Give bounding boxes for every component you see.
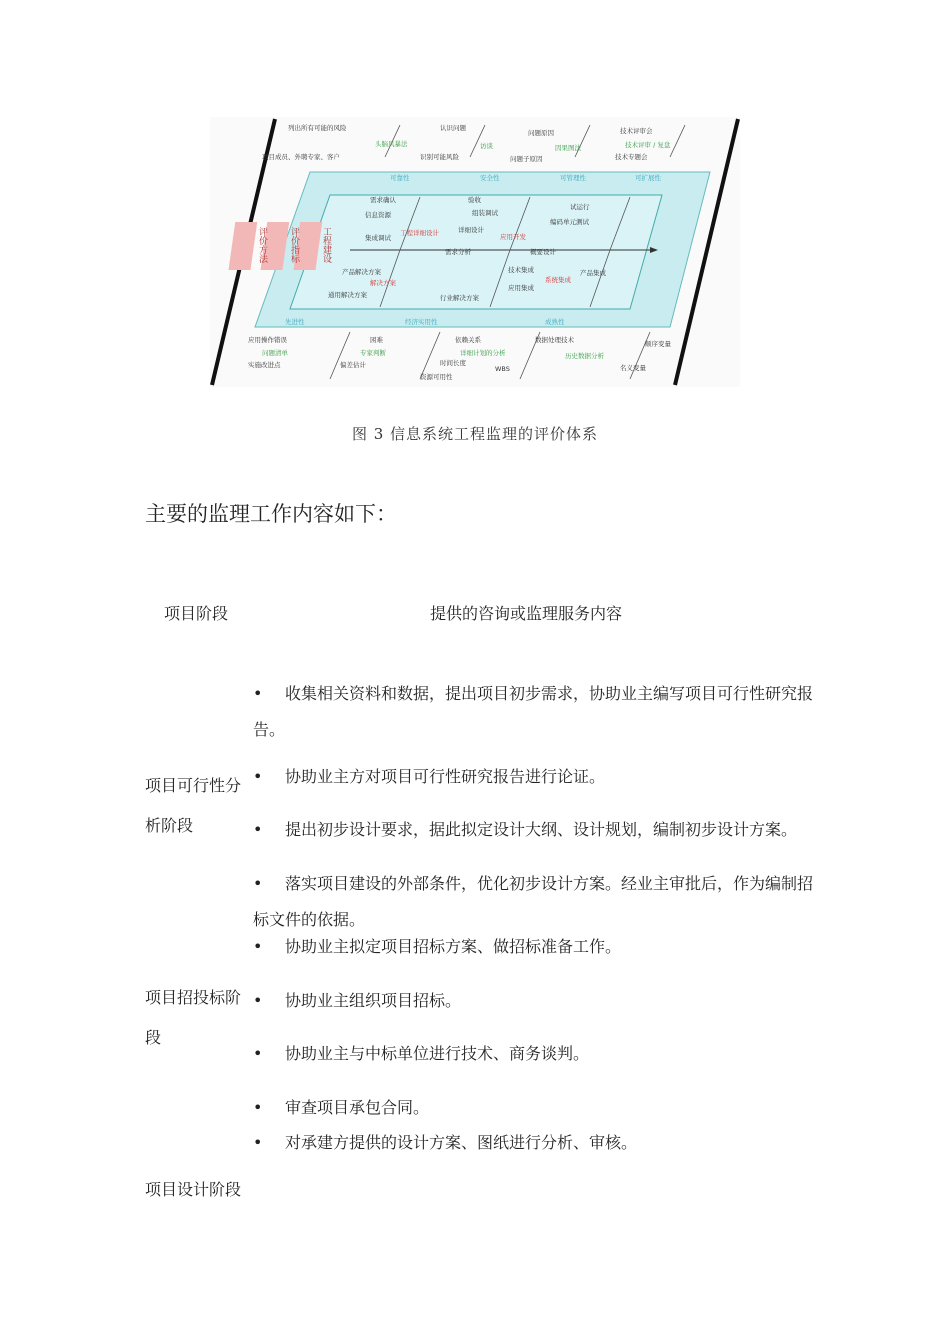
figure-label: 需求确认 xyxy=(370,196,396,204)
figure-label: 技术评审会 xyxy=(620,127,653,135)
figure-label: 详细设计 xyxy=(458,226,484,234)
figure-label: 产品集成 xyxy=(580,269,606,277)
figure-label: 应用开发 xyxy=(500,233,526,241)
figure-label: 经济实用性 xyxy=(405,318,438,326)
figure-label: 项目成员、外聘专家、客户 xyxy=(262,153,340,161)
list-item: • 协助业主拟定项目招标方案、做招标准备工作。 xyxy=(253,929,813,965)
figure-label: 实施改进点 xyxy=(248,361,281,369)
figure-label: 集成调试 xyxy=(365,234,391,242)
figure-label: 名义变量 xyxy=(620,364,646,372)
figure-label: 详细计划的分析 xyxy=(460,349,506,357)
list-item: • 协助业主方对项目可行性研究报告进行论证。 xyxy=(253,759,813,795)
bullet: • xyxy=(253,1044,263,1063)
list-item: • 审查项目承包合同。 xyxy=(253,1090,813,1126)
bullet: • xyxy=(253,991,263,1010)
stage-feasibility: 项目可行性分析阶段 xyxy=(145,776,242,835)
figure-label: 数据处理技术 xyxy=(535,336,574,344)
figure-label: 行业解决方案 xyxy=(440,294,479,302)
evaluation-system-figure xyxy=(210,117,740,387)
figure-label: 应用操作错误 xyxy=(248,336,287,344)
figure-label: 因果图法 xyxy=(555,144,581,152)
figure-label: 偏差估计 xyxy=(340,361,366,369)
list-item: • 协助业主组织项目招标。 xyxy=(253,983,813,1019)
section-intro: 主要的监理工作内容如下： xyxy=(145,502,397,526)
figure-label: 成熟性 xyxy=(545,318,565,326)
figure-label: 困难 xyxy=(370,336,383,344)
list-item: • 对承建方提供的设计方案、图纸进行分析、审核。 xyxy=(253,1125,813,1161)
figure-label: 专家判断 xyxy=(360,349,386,357)
col-header-stage: 项目阶段 xyxy=(164,604,229,623)
figure-label: 时间长度 xyxy=(440,359,466,367)
figure-label: 信息资源 xyxy=(365,211,391,219)
figure-label: 列出所有可能的风险 xyxy=(288,124,347,132)
figure-label: 资源可用性 xyxy=(420,373,453,381)
figure-label: 解决方案 xyxy=(370,279,396,287)
stage-design: 项目设计阶段 xyxy=(145,1180,242,1199)
figure-label: 问题子原因 xyxy=(510,155,543,163)
figure-label: 系统集成 xyxy=(545,276,571,284)
figure-label: 组装调试 xyxy=(472,209,498,217)
figure-label: 技术评审 / 复盘 xyxy=(625,141,671,149)
figure-label: 访谈 xyxy=(480,142,493,150)
list-item: • 提出初步设计要求，据此拟定设计大纲、设计规划，编制初步设计方案。 xyxy=(253,812,813,848)
bullet: • xyxy=(253,937,263,956)
figure-label: 可靠性 xyxy=(390,174,410,182)
bullet: • xyxy=(253,874,263,893)
figure-label: 先进性 xyxy=(285,318,305,326)
figure-label: WBS xyxy=(495,365,510,373)
bullet: • xyxy=(253,767,263,786)
figure-label: 认识问题 xyxy=(440,124,466,132)
figure-label: 可扩展性 xyxy=(635,174,661,182)
figure-label: 试运行 xyxy=(570,203,590,211)
list-item: • 收集相关资料和数据，提出项目初步需求，协助业主编写项目可行性研究报告。 xyxy=(253,676,813,748)
list-item: • 协助业主与中标单位进行技术、商务谈判。 xyxy=(253,1036,813,1072)
figure-label: 安全性 xyxy=(480,174,500,182)
bullet: • xyxy=(253,1098,263,1117)
figure-label: 问题原因 xyxy=(528,129,554,137)
figure-label: 编码单元测试 xyxy=(550,218,589,226)
figure-label: 需求分析 xyxy=(445,248,471,256)
figure-label: 应用集成 xyxy=(508,284,534,292)
bullet: • xyxy=(253,1133,263,1152)
figure-label: 可管理性 xyxy=(560,174,586,182)
bullet: • xyxy=(253,820,263,839)
figure-label: 问题清单 xyxy=(262,349,288,357)
left-label: 评价指标 xyxy=(289,227,299,263)
figure-label: 产品解决方案 xyxy=(342,268,381,276)
figure-label: 依赖关系 xyxy=(455,336,481,344)
figure-label: 验收 xyxy=(468,196,481,204)
figure-label: 通用解决方案 xyxy=(328,291,367,299)
figure-label: 头脑风暴法 xyxy=(375,140,408,148)
figure-label: 技术集成 xyxy=(508,266,534,274)
bullet: • xyxy=(253,684,263,703)
figure-label: 工程详细设计 xyxy=(400,229,439,237)
figure-caption: 图 3 信息系统工程监理的评价体系 xyxy=(351,425,599,443)
col-header-content: 提供的咨询或监理服务内容 xyxy=(430,604,623,623)
list-item: • 落实项目建设的外部条件，优化初步设计方案。经业主审批后，作为编制招标文件的依据。 xyxy=(253,866,813,938)
figure-label: 识别可能风险 xyxy=(420,153,459,161)
figure-label: 概要设计 xyxy=(530,248,556,256)
figure-label: 顺序变量 xyxy=(645,340,671,348)
figure-label: 历史数据分析 xyxy=(565,352,604,360)
left-label: 评价方法 xyxy=(257,227,267,263)
figure-label: 技术专题会 xyxy=(615,153,648,161)
left-label: 工程建设 xyxy=(321,227,331,263)
stage-bidding: 项目招投标阶段 xyxy=(145,988,242,1047)
